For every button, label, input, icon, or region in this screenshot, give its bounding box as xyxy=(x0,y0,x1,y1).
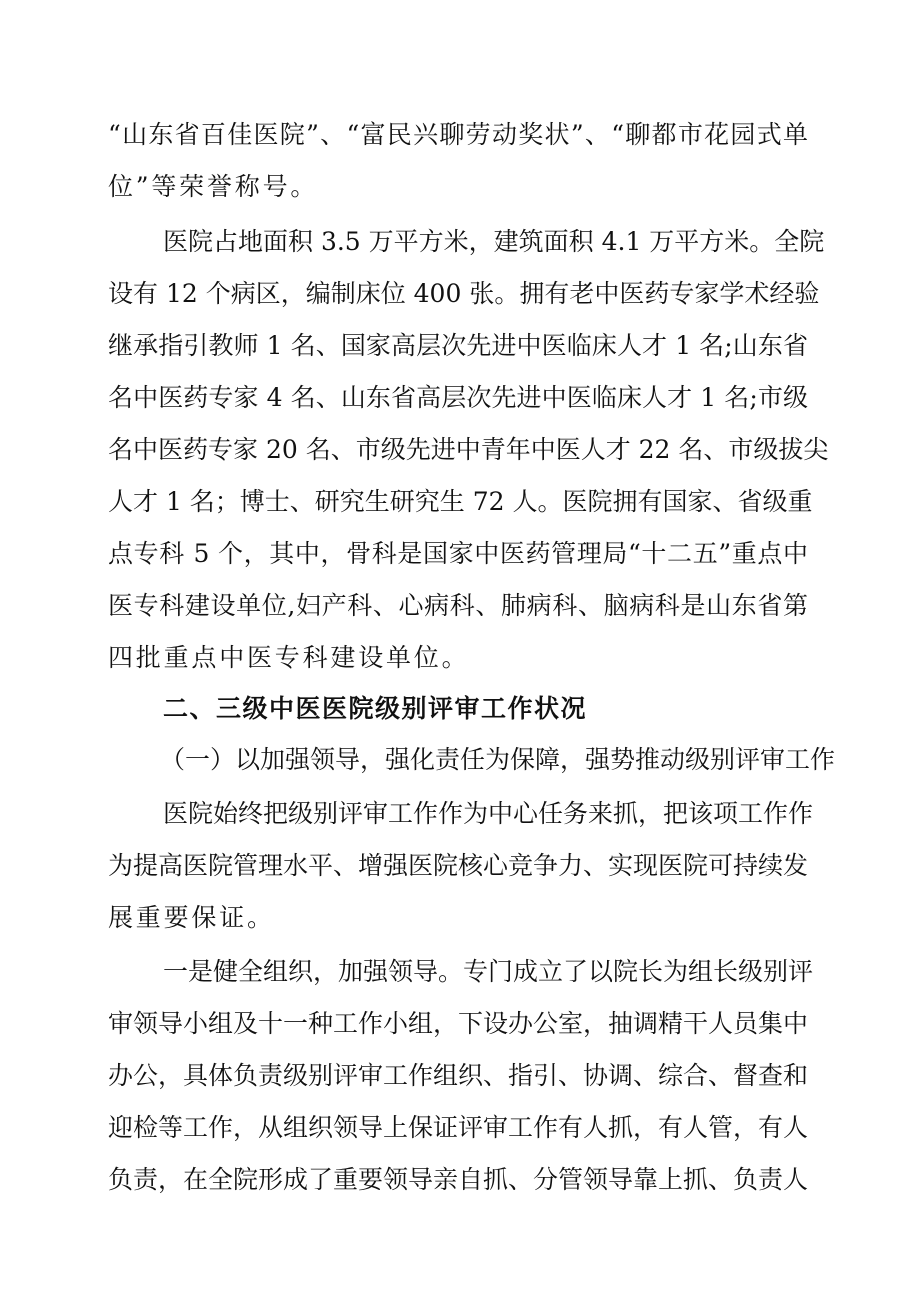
text-line: 点专科 5 个，其中，骨科是国家中医药管理局“十二五”重点中 xyxy=(108,539,808,568)
section-heading: 二、三级中医医院级别评审工作状况 xyxy=(163,694,588,723)
text-line: 设有 12 个病区，编制床位 400 张。拥有老中医药专家学术经验 xyxy=(108,279,820,308)
text-line: 继承指引教师 1 名、国家高层次先进中医临床人才 1 名;山东省 xyxy=(108,331,808,360)
text-line: 一是健全组织，加强领导。专门成立了以院长为组长级别评 xyxy=(163,957,814,986)
text-line: 为提高医院管理水平、增强医院核心竞争力、实现医院可持续发 xyxy=(108,851,809,880)
text-line: 负责，在全院形成了重要领导亲自抓、分管领导靠上抓、负责人 xyxy=(108,1165,809,1194)
text-line: 展重要保证。 xyxy=(108,903,275,932)
text-line: 名中医药专家 20 名、市级先进中青年中医人才 22 名、市级拔尖 xyxy=(108,435,829,464)
text-line: 医院占地面积 3.5 万平方米，建筑面积 4.1 万平方米。全院 xyxy=(163,227,825,256)
text-line: 名中医药专家 4 名、山东省高层次先进中医临床人才 1 名;市级 xyxy=(108,383,808,412)
text-line: 医院始终把级别评审工作作为中心任务来抓，把该项工作作 xyxy=(163,799,814,828)
text-line: 办公，具体负责级别评审工作组织、指引、协调、综合、督查和 xyxy=(108,1061,809,1090)
text-line: 医专科建设单位,妇产科、心病科、肺病科、脑病科是山东省第 xyxy=(108,591,808,620)
text-line: 位”等荣誉称号。 xyxy=(108,172,319,201)
text-line: 审领导小组及十一种工作小组，下设办公室，抽调精干人员集中 xyxy=(108,1009,809,1038)
text-line: 人才 1 名；博士、研究生研究生 72 人。医院拥有国家、省级重 xyxy=(108,487,813,516)
text-line: 迎检等工作，从组织领导上保证评审工作有人抓，有人管，有人 xyxy=(108,1113,809,1142)
text-line: 四批重点中医专科建设单位。 xyxy=(108,643,470,672)
text-line: “山东省百佳医院”、“富民兴聊劳动奖状”、“聊都市花园式单 xyxy=(108,120,808,149)
subsection-heading: （一）以加强领导，强化责任为保障，强势推动级别评审工作 xyxy=(160,745,836,774)
